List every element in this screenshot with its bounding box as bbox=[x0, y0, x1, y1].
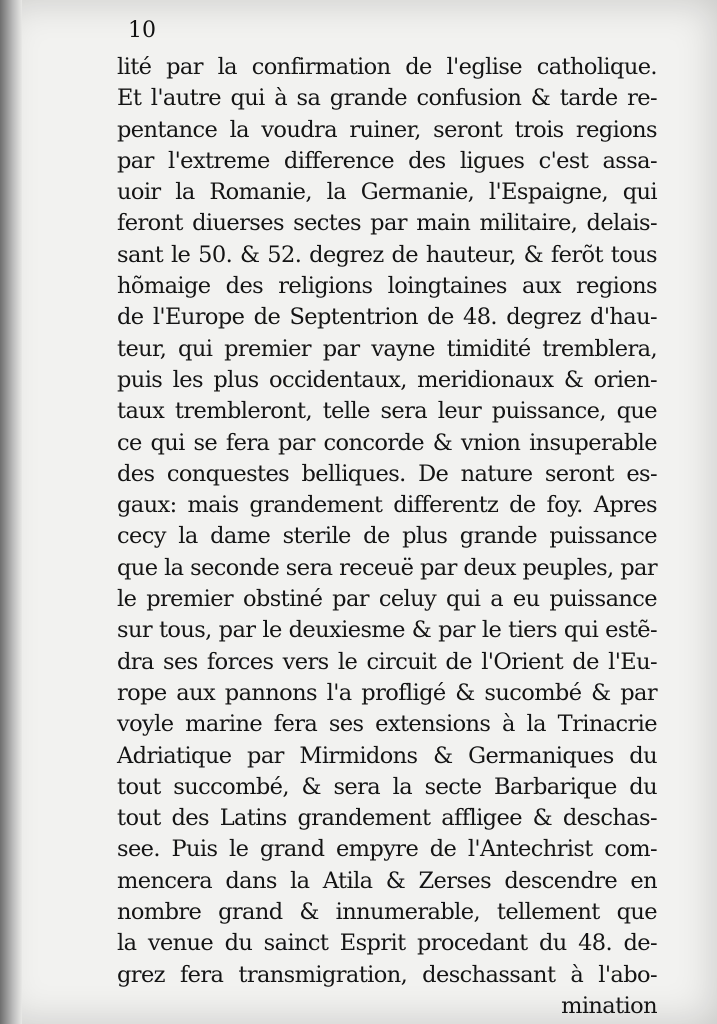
text-line: sur tous, par le deuxiesme & par le tiers qui estẽ- bbox=[117, 617, 657, 644]
text-line: de l'Europe de Septentrion de 48. degrez d'hau- bbox=[117, 304, 657, 331]
text-line: pentance la voudra ruiner, seront trois regions bbox=[117, 116, 657, 143]
text-line: dra ses forces vers le circuit de l'Orient de l'Eu- bbox=[117, 648, 657, 675]
text-line: Adriatique par Mirmidons & Germaniques du bbox=[117, 742, 657, 769]
text-line: le premier obstiné par celuy qui a eu puissance bbox=[117, 586, 657, 613]
text-line: que la seconde sera receuë par deux peuples, par bbox=[117, 554, 657, 581]
text-line: tout des Latins grandement affligee & deschas- bbox=[117, 805, 657, 832]
text-line: hõmaige des religions loingtaines aux regions bbox=[117, 273, 657, 300]
body-text bbox=[117, 52, 657, 1022]
text-line: rope aux pannons l'a profligé & sucombé & par bbox=[117, 679, 657, 706]
text-line: cecy la dame sterile de plus grande puissance bbox=[117, 523, 657, 550]
text-line: feront diuerses sectes par main militaire, delais- bbox=[117, 210, 657, 237]
text-line: des conquestes belliques. De nature seront es- bbox=[117, 460, 657, 487]
text-line: tout succombé, & sera la secte Barbarique du bbox=[117, 773, 657, 800]
text-line: uoir la Romanie, la Germanie, l'Espaigne, qui bbox=[117, 179, 657, 206]
text-line: taux trembleront, telle sera leur puissance, que bbox=[117, 398, 657, 425]
text-line: lité par la confirmation de l'eglise catholique. bbox=[117, 54, 657, 80]
text-line: par l'extreme difference des ligues c'est assa- bbox=[117, 147, 657, 174]
text-line: sant le 50. & 52. degrez de hauteur, & ferõt tous bbox=[117, 241, 657, 268]
text-line: teur, qui premier par vayne timidité tremblera, bbox=[117, 335, 657, 362]
text-line: gaux: mais grandement differentz de foy. Apres bbox=[117, 492, 657, 519]
text-line: la venue du sainct Esprit procedant du 48. de- bbox=[117, 930, 657, 957]
text-line: mencera dans la Atila & Zerses descendre en bbox=[117, 867, 657, 894]
page-binding-edge bbox=[0, 0, 22, 1024]
text-line: grez fera transmigration, deschassant à l'abo- bbox=[117, 961, 657, 988]
text-line: voyle marine fera ses extensions à la Trinacrie bbox=[117, 711, 657, 738]
text-line: mination bbox=[561, 992, 657, 1019]
text-line: puis les plus occidentaux, meridionaux & orien- bbox=[117, 366, 657, 393]
text-line: ce qui se fera par concorde & vnion insuperable bbox=[117, 429, 657, 456]
text-line: nombre grand & innumerable, tellement que bbox=[117, 899, 657, 926]
page-number: 10 bbox=[128, 18, 156, 43]
text-line: see. Puis le grand empyre de l'Antechrist com- bbox=[117, 836, 657, 863]
text-line: Et l'autre qui à sa grande confusion & tarde re- bbox=[117, 85, 657, 112]
